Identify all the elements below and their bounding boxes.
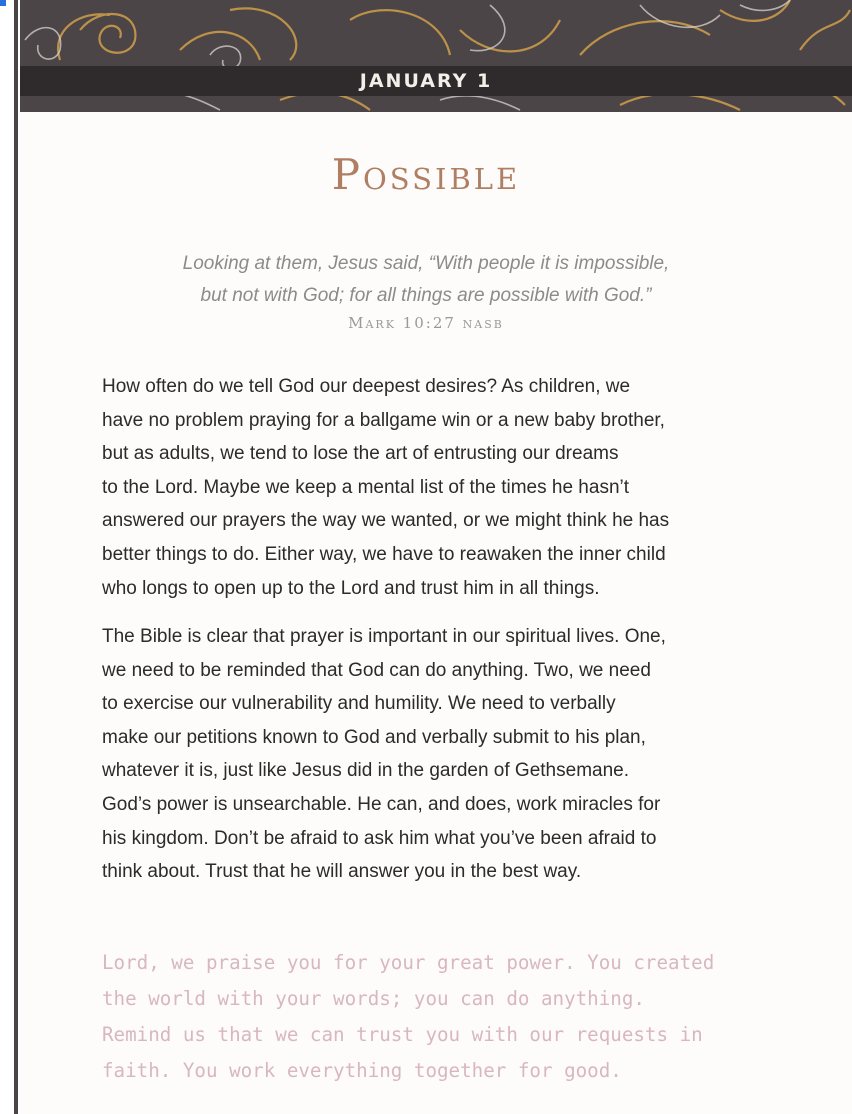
text-line: think about. Trust that he will answer you in the best way. (102, 861, 582, 883)
text-line: to exercise our vulnerability and humility. We need to verbally (102, 693, 616, 715)
text-line: The Bible is clear that prayer is important in our spiritual lives. One, (102, 626, 666, 647)
text-line: to the Lord. Maybe we keep a mental list of the times he hasn’t (102, 476, 630, 498)
body-paragraph (102, 370, 782, 605)
scripture-verse (0, 248, 852, 312)
text-line: God’s power is unsearchable. He can, and does, work miracles for (102, 793, 661, 815)
prayer-line: Remind us that we can trust you with our requests in (102, 1023, 703, 1046)
text-line: his kingdom. Don’t be afraid to ask him what you’ve been afraid to (102, 827, 657, 849)
prayer-line: the world with your words; you can do anything. (102, 987, 645, 1010)
devotional-title: Possible (331, 150, 521, 199)
verse-line: but not with God; for all things are possible with God.” (200, 285, 652, 306)
text-line: we need to be reminded that God can do anything. Two, we need (102, 659, 651, 681)
text-line: have no problem praying for a ballgame win or a new baby brother, (102, 409, 665, 431)
text-line: who longs to open up to the Lord and trust him in all things. (102, 577, 600, 599)
date-label: JANUARY 1 (359, 70, 493, 92)
text-line: better things to do. Either way, we have to reawaken the inner child (102, 543, 666, 565)
text-line: make our petitions known to God and verbally submit to his plan, (102, 726, 646, 748)
text-line: answered our prayers the way we wanted, or we might think he has (102, 510, 670, 532)
body-paragraph (102, 620, 782, 889)
scripture-reference: Mark 10:27 nasb (348, 314, 504, 332)
prayer-line: faith. You work everything together for good. (102, 1059, 622, 1082)
text-line: whatever it is, just like Jesus did in the garden of Gethsemane. (102, 760, 629, 782)
closing-prayer (102, 945, 782, 1089)
text-line: How often do we tell God our deepest desires? As children, we (102, 376, 631, 397)
verse-line: Looking at them, Jesus said, “With people it is impossible, (182, 253, 670, 274)
text-line: but as adults, we tend to lose the art of entrusting our dreams (102, 443, 619, 465)
corner-mark (0, 0, 6, 6)
prayer-line: Lord, we praise you for your great power. You created (102, 951, 715, 974)
